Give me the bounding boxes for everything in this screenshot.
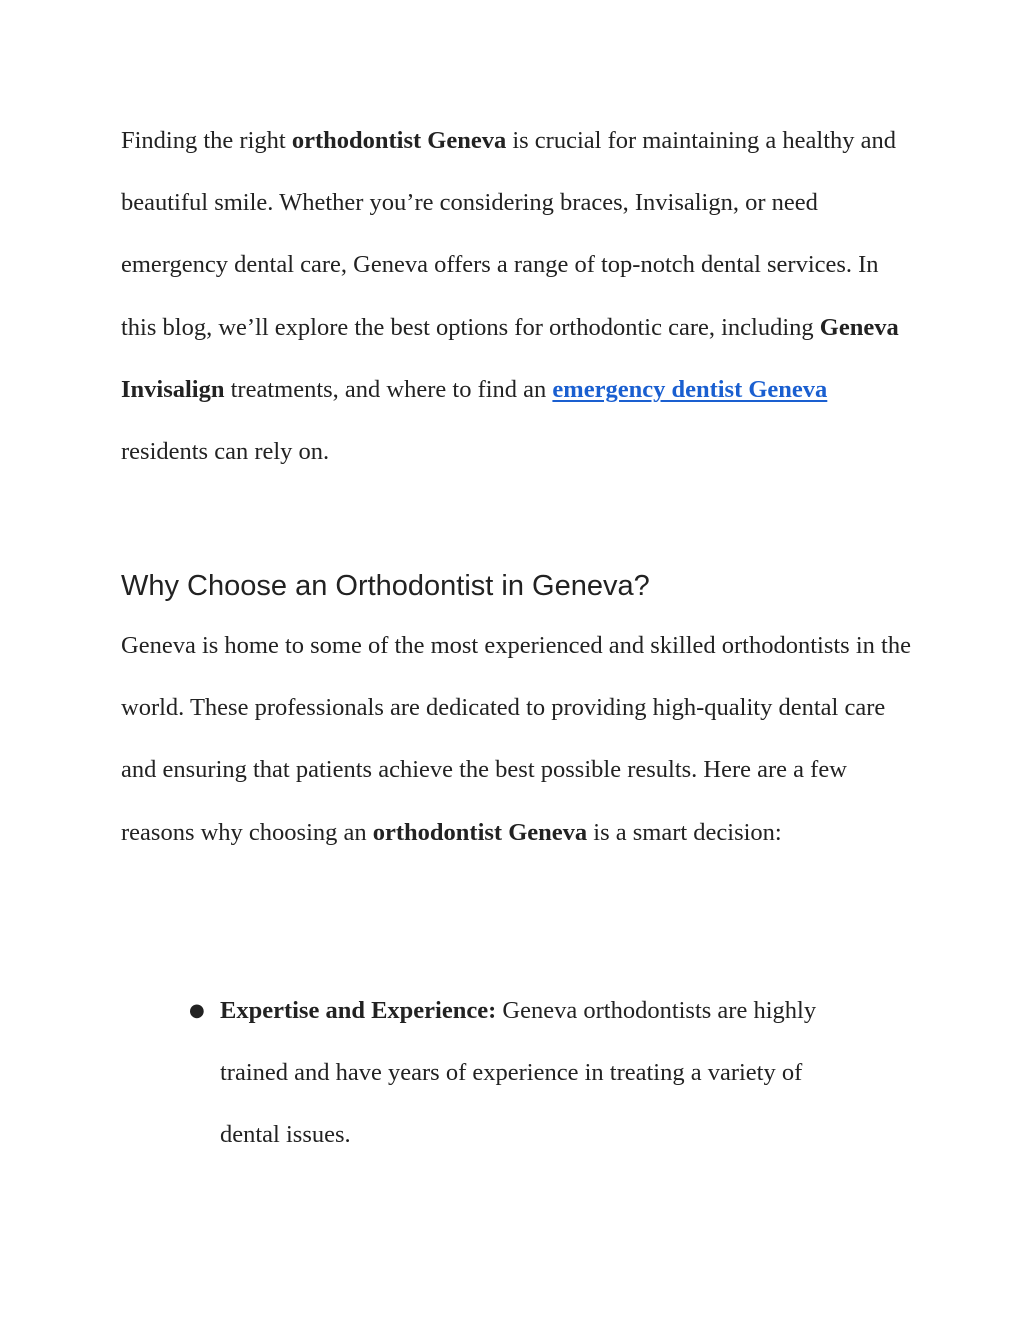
intro-bold-geneva-invisalign: Geneva Invisalign xyxy=(121,313,899,403)
list-item-title: Expertise and Experience: xyxy=(220,997,497,1024)
intro-text: treatments, and where to find an xyxy=(224,375,553,403)
section-text: Geneva is home to some of the most experienced and skilled orthodontists in the world. These professionals are dedicated to providing high-quality dental care and ensuring that patients achieve the best possible results. Here are a few reasons why choosing an xyxy=(121,632,911,846)
intro-text: is crucial for maintaining a healthy and beautiful smile. Whether you’re considering braces, Invisalign, or need emergency dental care, Geneva offers a range of top-notch dental services. In this blog, we’ll explore the best options for orthodontic care, including xyxy=(121,127,897,341)
section-bold-orthodontist-geneva: orthodontist Geneva xyxy=(372,818,588,846)
section-text: is a smart decision: xyxy=(587,818,782,846)
reasons-list xyxy=(121,980,911,1167)
intro-text: Finding the right xyxy=(121,127,292,154)
list-item-text: Geneva orthodontists are highly trained and have years of experience in treating a variety of dental issues. xyxy=(220,997,817,1149)
list-item xyxy=(121,980,850,1167)
bullet-icon: ● xyxy=(189,1000,205,1021)
intro-bold-orthodontist-geneva: orthodontist Geneva xyxy=(291,127,507,154)
intro-paragraph xyxy=(121,110,911,483)
section-paragraph xyxy=(121,615,911,864)
section-heading: Why Choose an Orthodontist in Geneva? xyxy=(121,570,650,602)
emergency-dentist-link[interactable]: emergency dentist Geneva xyxy=(552,375,828,403)
intro-text: residents can rely on. xyxy=(121,438,330,466)
